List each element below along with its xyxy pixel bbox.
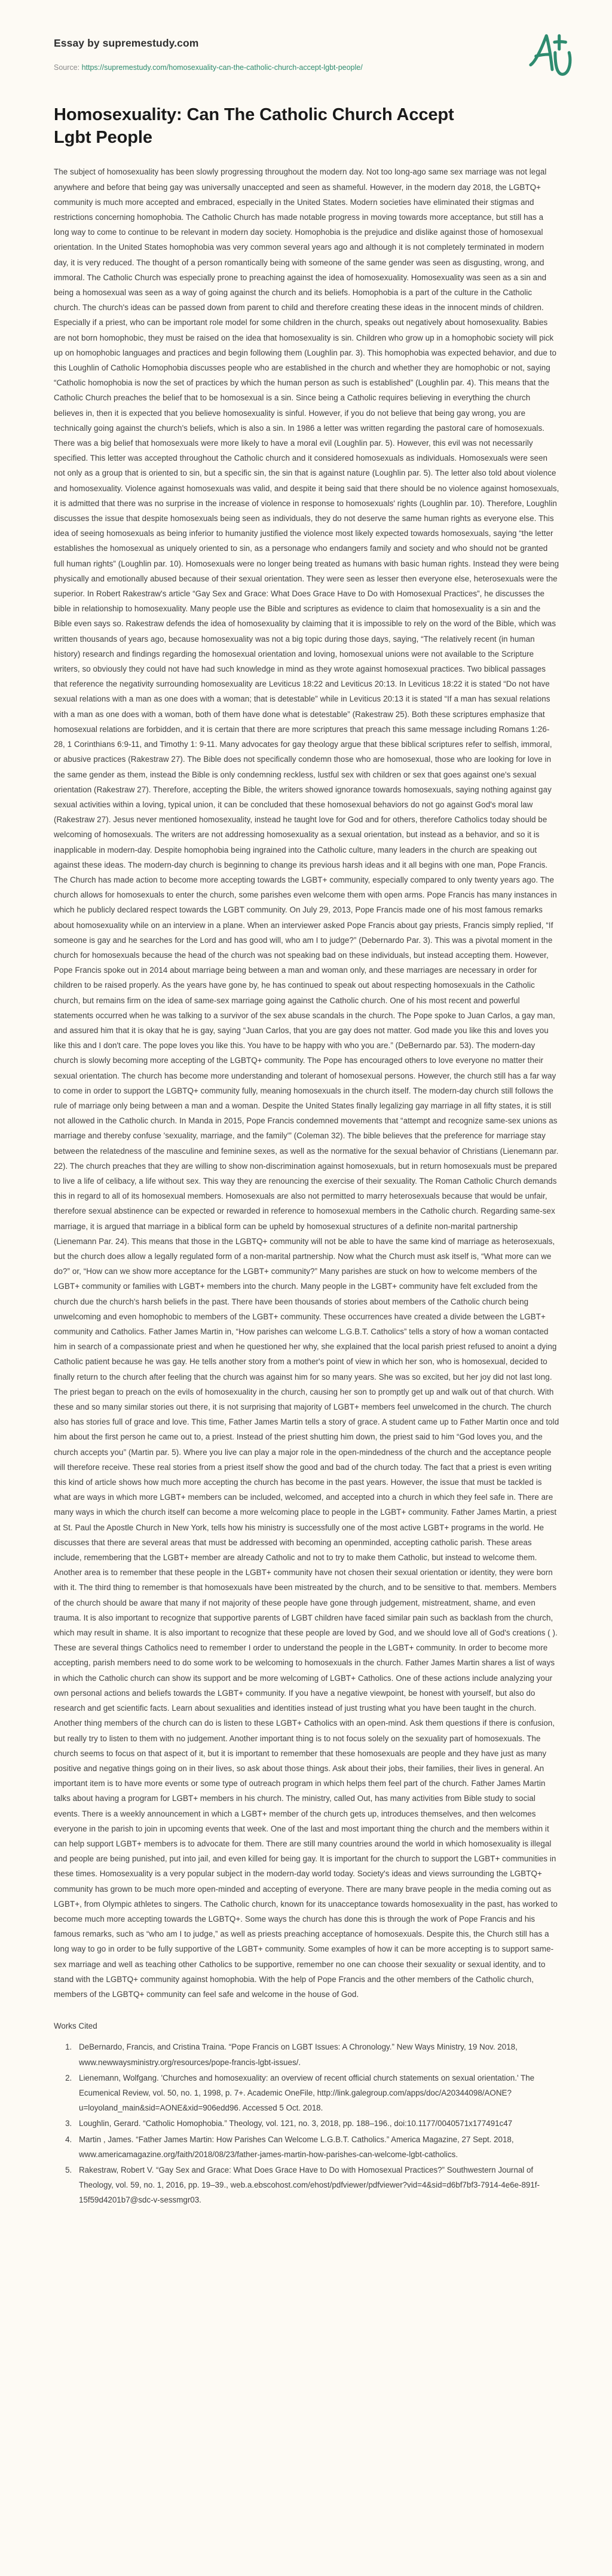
brand-label: Essay by supremestudy.com: [54, 37, 199, 49]
list-item: 1. DeBernardo, Francis, and Cristina Traina. “Pope Francis on LGBT Issues: A Chronology.” New Ways Ministry, 19 Nov. 2018, www.newwaysministry.org/resources/pope-francis-lgbt-issues/.: [74, 2039, 558, 2069]
list-item: 4. Martin , James. “Father James Martin: How Parishes Can Welcome L.G.B.T. Catholics.” America Magazine, 27 Sept. 2018, www.americamagazine.org/faith/2018/08/23/father-james-martin-how-parishes-can-welcome-lgbt-catholics.: [74, 2132, 558, 2162]
list-item: 2. Lienemann, Wolfgang. 'Churches and homosexuality: an overview of recent official church statements on sexual orientation.' The Ecumenical Review, vol. 50, no. 1, 1998, p. 7+. Academic OneFile, http://link.galegroup.com/apps/doc/A20344098/AONE?u=loyoland_main&sid=AONE&xid=906edd96. Accessed 5 Oct. 2018.: [74, 2070, 558, 2116]
body-paragraph: The subject of homosexuality has been slowly progressing throughout the modern day. Not too long-ago same sex marriage was not legal anywhere and before that being gay was universally unaccepted and seen as shameful. However, in the modern day 2018, the LGBTQ+ community is much more accepted and embraced, especially in the United States. Modern societies have eliminated their stigmas and restrictions concerning homophobia. The Catholic Church has made notable progress in moving towards more acceptance, but still has a long way to come to continue to be relevant in modern day society. Homophobia is the prejudice and dislike against those of homosexual orientation. In the United States homophobia was very common several years ago and although it is not completely terminated in modern day, it is very reduced. The thought of a person romantically being with someone of the same gender was seen as disgusting, wrong, and immoral. The Catholic Church was especially prone to preaching against the idea of homosexuality. Homosexuality was seen as a sin and being a homosexual was seen as a way of going against the church and its beliefs. Homophobia is a part of the culture in the Catholic church. The church's ideas can be passed down from parent to child and therefore creating these ideas in the innocent minds of children. Especially if a priest, who can be important role model for some children in the church, speaks out negatively about homosexuality. Babies are not born homophobic, they must be raised on the idea that homosexuality is sin. Children who grow up in a homophobic society will pick up on homophobic languages and practices and begin following them (Loughlin par. 3). This homophobia was expected behavior, and due to this Loughlin of Catholic Homophobia discusses people who are established in the church and whether they are homophobic or not, saying “Catholic homophobia is now the set of practices by which the human person as such is established” (Loughlin par. 4). This means that the Catholic Church preaches the belief that to be homosexual is a sin. Since being a Catholic requires believing in everything the church believes in, then it is expected that you believe homosexuality is sinful. However, if you do not believe that being gay wrong, you are technically going against the church's beliefs, which is also a sin. In 1986 a letter was written regarding the pastoral care of homosexuals. There was a big belief that homosexuals were more likely to have a moral evil (Loughlin par. 5). However, this evil was not necessarily specified. This letter was accepted throughout the Catholic church and it considered homosexuals as individuals. Homosexuals were seen not only as a group that is oriented to sin, but a specific sin, the sin that is against nature (Loughlin par. 5). The letter also told about violence and homosexuality. Violence against homosexuals was valid, and despite it being said that there should be no violence against homosexuals, it is admitted that there was no surprise in the increase of violence in response to homosexuals' rights (Loughlin par. 10). Therefore, Loughlin discusses the issue that despite homosexuals being seen as individuals, they do not deserve the same human rights as everyone else. This idea of seeing homosexuals as being inferior to humanity justified the violence most likely expected towards homosexuals, saying “the letter establishes the homosexual as uniquely oriented to sin, as a personage who endangers family and society and who should not be granted full human rights” (Loughlin par. 10). Homosexuals were no longer being treated as humans with basic human rights. Instead they were being physically and emotionally abused because of their sexual orientation. They were seen as lesser then everyone else, heterosexuals were the superior. In Robert Rakestraw's article “Gay Sex and Grace: What Does Grace Have to Do with Homosexual Practices”, he discusses the bible in relationship to homosexuality. Many people use the Bible and scriptures as evidence to claim that homosexuality is a sin and the Bible even says so. Rakestraw defends the idea of homosexuality by claiming that it is impossible to rely on the word of the Bible, which was written thousands of years ago, because homosexuality was not a big topic during those days, saying, “The relatively recent (in human history) research and findings regarding the homosexual orientation and loving, homosexual unions were not available to the Scripture writers, so obviously they could not have had such knowledge in mind as they wrote against homosexual practices. Two biblical passages that reference the negativity surrounding homosexuality are Leviticus 18:22 and Leviticus 20:13. In Leviticus 18:22 it is stated “Do not have sexual relations with a man as one does with a woman; that is detestable” while in Leviticus 20:13 it is stated “If a man has sexual relations with a man as one does with a woman, both of them have done what is detestable” (Rakestraw 25). Both these scriptures emphasize that homosexual relations are forbidden, and it is certain that there are more scriptures that preach this same message including Romans 1:26-28, 1 Corinthians 6:9-11, and Timothy 1: 9-11. Many advocates for gay theology argue that these biblical scriptures refer to selfish, immoral, or abusive practices (Rakestraw 27). The Bible does not specifically condemn those who are homosexual, those who are looking for love in the same gender as them, instead the Bible is only condemning reckless, lustful sex with children or sex that goes against one's sexual orientation (Rakestraw 27). Therefore, accepting the Bible, the writers showed ignorance towards homosexuals, saying nothing against gay sexual activities within a loving, typical union, it can be concluded that these homosexual behaviors do not go against God's moral law (Rakestraw 27). Jesus never mentioned homosexuality, instead he taught love for God and for others, therefore Catholics today should be welcoming of homosexuals. The writers are not addressing homosexuality as a sexual orientation, but instead as a behavior, and so it is inapplicable in modern-day. Despite homophobia being ingrained into the Catholic culture, many leaders in the church are speaking out against these ideas. The modern-day church is beginning to change its previous harsh ideas and it all begins with one man, Pope Francis. The Church has made action to become more accepting towards the LGBT+ community, especially compared to only twenty years ago. The church allows for homosexuals to enter the church, some parishes even welcome them with open arms. Pope Francis has many instances in which he publicly declared respect towards the LGBT community. On July 29, 2013, Pope Francis made one of his most famous remarks about homosexuality while on an interview in a plane. When an interviewer asked Pope Francis about gay priests, Francis simply replied, “If someone is gay and he searches for the Lord and has good will, who am I to judge?” (Debernardo Par. 3). This was a pivotal moment in the church for homosexuals because the head of the church was not speaking bad on these individuals, but instead accepting them. However, Pope Francis spoke out in 2014 about marriage being between a man and woman only, and these marriages are necessary in order for children to be raised properly. As the years have gone by, he has continued to speak out about respecting homosexuals in the Catholic church, but remains firm on the idea of same-sex marriage going against the Catholic church. One of his most recent and powerful statements occurred when he was talking to a survivor of the sex abuse scandals in the church. The Pope spoke to Juan Carlos, a gay man, and assured him that it is okay that he is gay, saying “Juan Carlos, that you are gay does not matter. God made you like this and loves you like this and I don't care. The pope loves you like this. You have to be happy with who you are.” (DeBernardo par. 53). The modern-day church is slowly becoming more accepting of the LGBTQ+ community. The Pope has encouraged others to love everyone no matter their sexual orientation. The church has become more understanding and tolerant of homosexual persons. However, the church still has a far way to come in order to support the LGBTQ+ community fully, meaning homosexuals in the church itself. The modern-day church still follows the rule of marriage only being between a man and a woman. Despite the United States finally legalizing gay marriage in all fifty states, it is still not allowed in the Catholic church. In Manda in 2015, Pope Francis condemned movements that “attempt and recognize same-sex unions as marriage and thereby confuse 'sexuality, marriage, and the family'” (Coleman 32). The bible believes that the preference for marriage stay between the relatedness of the masculine and feminine sexes, as well as the normative for the sexual behavior of Christians (Lienemann par. 22). The church preaches that they are willing to show non-discrimination against homosexuals, but in return homosexuals must be prepared to live a life of celibacy, a life without sex. This way they are renouncing the exercise of their sexuality. The Roman Catholic Church demands this in regard to all of its homosexual members. Homosexuals are also not permitted to marry heterosexuals because that would be unfair, therefore sexual abstinence can be expected or rewarded in reference to homosexual members in the Catholic church. Regarding same-sex marriage, it is argued that marriage in a biblical form can be upheld by homosexual structures of a definite non-marital partnership (Lienemann Par. 24). This means that those in the LGBTQ+ community will not be able to have the same kind of marriage as heterosexuals, but the church does allow a legally regulated form of a non-marital partnership. Now what the Church must ask itself is, “What more can we do?” or, “How can we show more acceptance for the LGBT+ community?” Many parishes are stuck on how to welcome members of the LGBT+ community or families with LGBT+ members into the church. Many people in the LGBT+ community have felt excluded from the church due the church's harsh beliefs in the past. There have been thousands of stories about members of the Catholic church being unwelcoming and even homophobic to members of the LGBT+ community. These occurrences have created a divide between the LGBT+ community and Catholics. Father James Martin in, “How parishes can welcome L.G.B.T. Catholics” tells a story of how a woman contacted him in search of a compassionate priest and when he questioned her why, she explained that the local parish priest refused to anoint a dying Catholic patient because he was gay. He tells another story from a mother's point of view in which her son, who is homosexual, decided to finally return to the church after feeling that the church was against him for so many years. She was so excited, but her joy did not last long. The priest began to preach on the evils of homosexuality in the church, causing her son to promptly get up and walk out of that church. With these and so many similar stories out there, it is not surprising that majority of LGBT+ members feel unwelcomed in the church. The church also has stories full of grace and love. This time, Father James Martin tells a story of grace. A student came up to Father Martin once and told him about the first person he came out to, a priest. Instead of the priest shutting him down, the priest said to him “God loves you, and the church accepts you” (Martin par. 5). Where you live can play a major role in the open-mindedness of the church and the acceptance people will therefore receive. These real stories from a priest itself show the good and bad of the church today. The fact that a priest is even writing this kind of article shows how much more accepting the church has become in the past years. However, the issue that must be tackled is what are ways in which more LGBT+ members can be included, welcomed, and accepted into a church in which they feel safe in. There are many ways in which the church itself can become a more welcoming place to people in the LGBT+ community. Father James Martin, a priest at St. Paul the Apostle Church in New York, tells how his ministry is successfully one of the most active LGBT+ programs in the world. He discusses that there are several areas that must be addressed with becoming an openminded, accepting catholic parish. These areas include, remembering that the LGBT+ member are already Catholic and not to try to make them Catholic, but instead to welcome them. Another area is to remember that these people in the LGBT+ community have not chosen their sexual orientation or identity, they were born with it. The third thing to remember is that homosexuals have been mistreated by the church, and to be sensitive to that. members. Members of the church should be aware that many if not majority of these people have gone through judgement, mistreatment, shame, and even trauma. It is also important to recognize that supportive parents of LGBT children have faced similar pain such as backlash from the church, which may result in shame. It is also important to recognize that these people are loved by God, and we should love all of God's creations ( ). These are several things Catholics need to remember I order to understand the people in the LGBT+ community. In order to become more accepting, parish members need to do some work to be welcoming to homosexuals in the church. Father James Martin shares a list of ways in which the Catholic church can show its support and be more welcoming of LGBT+ Catholics. One of these actions include analyzing your own personal actions and beliefs towards the LGBT+ community. If you have a negative viewpoint, be honest with yourself, but also do research and get scientific facts. Learn about sexualities and identities instead of just trusting what you have been taught in the church. Another thing members of the church can do is listen to these LGBT+ Catholics with an open-mind. Ask them questions if there is confusion, but really try to listen to them with no judgement. Another important thing is to not focus solely on the sexuality part of homosexuals. The church seems to focus on that aspect of it, but it is important to remember that these homosexuals are people and they have just as many positive and negative things going on in their lives, so ask about those things. Ask about their jobs, their families, their lives in general. An important item is to have more events or some type of outreach program in which helps them feel part of the church. Father James Martin talks about having a program for LGBT+ members in his church. The ministry, called Out, has many activities from Bible study to social events. There is a weekly announcement in which a LGBT+ member of the church gets up, introduces themselves, and then welcomes everyone in the parish to join in upcoming events that week. One of the last and most important thing the church and the members within it can help support LGBT+ members is to advocate for them. There are still many countries around the world in which homosexuality is illegal and people are being punished, put into jail, and even killed for being gay. It is important for the church to support the LGBT+ communities in these times. Homosexuality is a very popular subject in the modern-day world today. Society's ideas and views surrounding the LGBTQ+ community has grown to be much more open-minded and accepting of everyone. There are many brave people in the media coming out as LGBT+, from Olympic athletes to singers. The Catholic church, known for its unacceptance towards homosexuality in the past, has worked to become much more accepting towards the LGBTQ+. Some ways the church has done this is through the work of Pope Francis and his famous remarks, such as “who am I to judge,” as well as priests preaching acceptance of homosexuals. Despite this, the Church still has a long way to go in order to be fully supportive of the LGBT+ community. Some examples of how it can be more accepting is to support same-sex marriage and well as teaching other Catholics to be supportive, remember no one can choose their sexuality or sexual identity, and to stand with the LGBTQ+ community against homophobia. With the help of Pope Francis and the other members of the Catholic church, members of the LGBTQ+ community can feel safe and welcome in the house of God.: [54, 167, 559, 1999]
works-cited-heading: Works Cited: [54, 2021, 97, 2031]
source-label: Source:: [54, 63, 80, 72]
list-item: 5. Rakestraw, Robert V. “Gay Sex and Grace: What Does Grace Have to Do with Homosexual Practices?” Southwestern Journal of Theology, vol. 59, no. 1, 2016, pp. 19–39., web.a.ebscohost.com/ehost/pdfviewer/pdfviewer?vid=4&sid=d6bf7bf3-7914-4e6e-891f-15f59d4201b7@sdc-v-sessmgr03.: [74, 2163, 558, 2208]
site-header: [0, 0, 612, 90]
source-line: [54, 63, 576, 72]
works-cited-list: [54, 2039, 558, 2207]
source-url-link[interactable]: https://supremestudy.com/homosexuality-can-the-catholic-church-accept-lgbt-people/: [81, 63, 363, 72]
page-title: Homosexuality: Can The Catholic Church Accept Lgbt People: [54, 105, 454, 147]
list-item: 3. Loughlin, Gerard. “Catholic Homophobia.” Theology, vol. 121, no. 3, 2018, pp. 188–196., doi:10.1177/0040571x177491c47: [74, 2116, 558, 2131]
essay-body: [54, 164, 559, 2002]
a-plus-logo-icon[interactable]: [528, 29, 575, 80]
